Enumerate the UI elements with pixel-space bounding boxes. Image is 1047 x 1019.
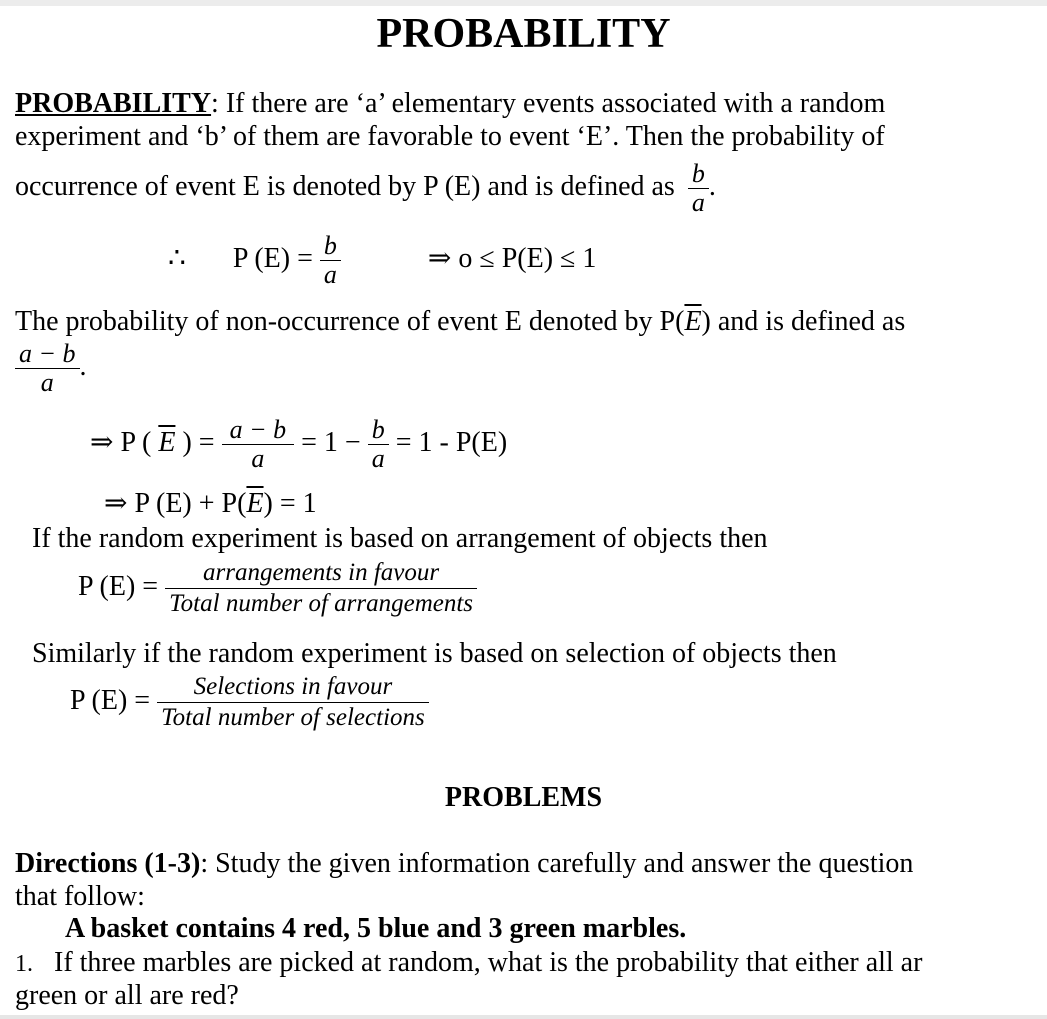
formula-sum: [104, 488, 317, 520]
question-number: 1.: [15, 951, 33, 977]
definition-line-1: [15, 88, 885, 120]
question-1-line-1: [15, 947, 922, 980]
period: .: [708, 170, 716, 202]
directions-label: Directions (1-3): [15, 848, 201, 879]
e-bar: $\overline{E}$: [246, 488, 264, 519]
fraction-numerator: b: [688, 160, 709, 189]
definition-term: PROBABILITY: [15, 88, 212, 119]
fraction-numerator: b: [320, 232, 341, 261]
definition-text-3: occurrence of event E is denoted by P (E) and is defined as: [15, 170, 675, 202]
formula-rhs: = 1 - P(E): [395, 426, 508, 458]
arrangement-intro: If the random experiment is based on arrangement of objects then: [32, 523, 768, 554]
e-bar: $\overline{E}$: [684, 306, 702, 337]
formula-lhs-open: ⇒ P (: [90, 426, 152, 458]
fraction-denominator: Total number of selections: [161, 704, 425, 731]
e-bar: $\overline{E}$: [158, 426, 176, 458]
formula-sum-text: ⇒ P (E) + P(: [104, 488, 247, 519]
nonoccurrence-text: The probability of non-occurrence of event E denoted by P(: [15, 306, 685, 337]
fraction-denominator: a: [251, 444, 265, 473]
arrangement-formula: [78, 558, 477, 619]
directions-line-1: [15, 848, 913, 880]
question-1-line-2: green or all are red?: [15, 980, 239, 1011]
definition-fraction: [688, 160, 709, 217]
nonoccurrence-line: [15, 306, 905, 338]
problems-heading: PROBLEMS: [444, 782, 603, 813]
fraction-denominator: a: [40, 368, 54, 397]
nonoccurrence-fraction-line: [15, 340, 87, 397]
formula-lhs-close: ) =: [182, 426, 215, 458]
definition-line-2: experiment and ‘b’ of them are favorable to event ‘E’. Then the probability of: [15, 121, 885, 152]
complement-fraction: [222, 416, 295, 473]
formula-lhs: P (E) =: [232, 242, 313, 274]
fraction-numerator: Selections in favour: [157, 672, 429, 703]
formula-mid: = 1 −: [301, 426, 361, 458]
definition-text-1: : If there are ‘a’ elementary events associated with a random: [211, 88, 886, 119]
fraction-numerator: a − b: [222, 416, 295, 445]
bottom-edge: [0, 1015, 1047, 1019]
period: .: [79, 350, 87, 382]
formula-fraction: [320, 232, 341, 289]
b-over-a-fraction: [368, 416, 389, 473]
formula-lhs: P (E) =: [70, 684, 151, 716]
fraction-numerator: b: [368, 416, 389, 445]
fraction-denominator: Total number of arrangements: [169, 590, 474, 617]
page-title: PROBABILITY: [376, 11, 671, 57]
directions-line-2: that follow:: [15, 881, 145, 912]
fraction-denominator: a: [323, 260, 337, 289]
formula-lhs: P (E) =: [78, 570, 159, 602]
formula-probability: [168, 232, 596, 289]
fraction-numerator: arrangements in favour: [165, 558, 477, 589]
fraction-numerator: a − b: [15, 340, 80, 369]
probability-range: ⇒ o ≤ P(E) ≤ 1: [427, 242, 597, 274]
therefore-symbol: ∴: [168, 242, 186, 274]
selection-formula: [70, 672, 429, 733]
top-edge: [0, 0, 1047, 6]
selection-fraction: [157, 672, 429, 733]
formula-sum-end: ) = 1: [263, 488, 317, 519]
arrangement-fraction: [165, 558, 477, 619]
fraction-denominator: a: [691, 188, 705, 217]
nonoccurrence-fraction: [15, 340, 80, 397]
basket-statement: A basket contains 4 red, 5 blue and 3 green marbles.: [65, 913, 687, 944]
directions-text: : Study the given information carefully and answer the question: [200, 848, 914, 879]
selection-intro: Similarly if the random experiment is based on selection of objects then: [32, 638, 837, 669]
formula-complement: [90, 416, 507, 473]
question-text: If three marbles are picked at random, what is the probability that either all ar: [54, 947, 923, 978]
nonoccurrence-text-end: ) and is defined as: [701, 306, 906, 337]
fraction-denominator: a: [371, 444, 385, 473]
definition-line-3: [15, 160, 716, 217]
